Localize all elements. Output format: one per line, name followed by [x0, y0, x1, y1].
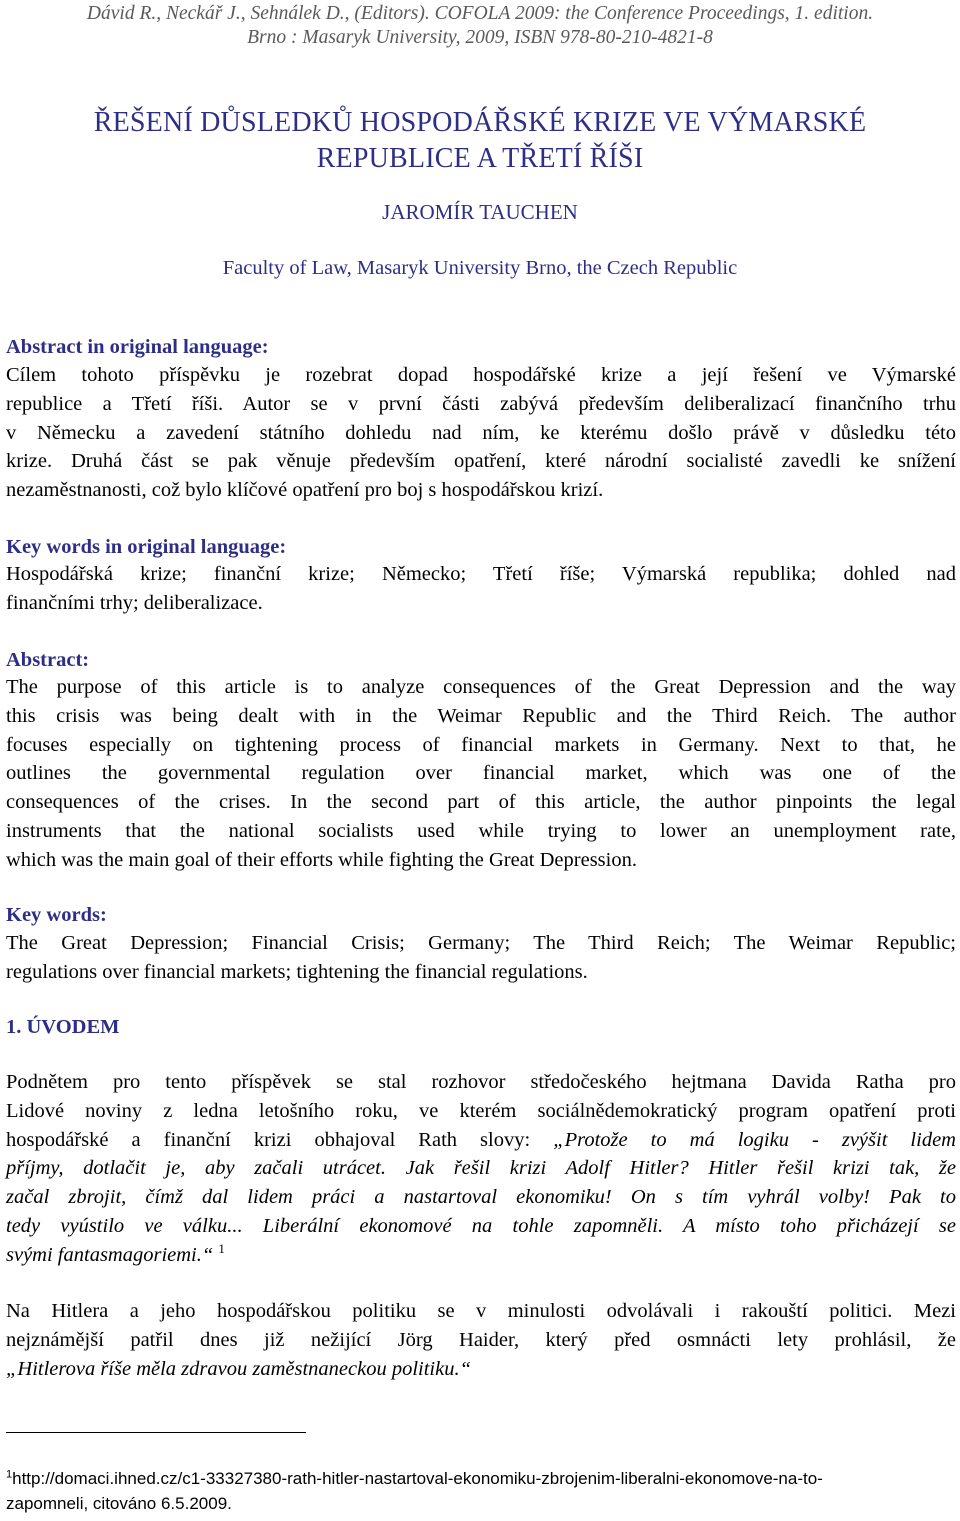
intro-paragraph-2 [6, 1297, 956, 1383]
keywords-original-label: Key words in original language: [6, 536, 287, 558]
text-line: consequences of the crises. In the second part of this article, the author pinpoints the legal [6, 791, 956, 814]
text-line [6, 1241, 956, 1270]
text-run: hospodářské a finanční krizi obhajoval Rath slovy: [6, 1128, 554, 1151]
quote-run: svými fantasmagoriemi.“ [6, 1243, 214, 1266]
quote-line: příjmy, dotlačit je, aby začali utrácet. Jak řešil krizi Adolf Hitler? Hitler řešil krizi tak, že [6, 1157, 956, 1180]
abstract-text [6, 673, 956, 875]
proceedings-citation-line2: Brno : Masaryk University, 2009, ISBN 978-80-210-4821-8 [247, 27, 713, 48]
abstract-original-text [6, 361, 956, 505]
quote-line: tedy vyústilo ve válku... Liberální ekonomové na tohle zapomněli. A místo toho přicházejí se [6, 1214, 956, 1237]
quote-line: „Hitlerova říše měla zdravou zaměstnaneckou politiku.“ [6, 1357, 471, 1380]
text-line: v Německu a zavedení státního dohledu nad ním, ke kterému došlo právě v důsledku této [6, 421, 956, 444]
text-line: finančními trhy; deliberalizace. [6, 591, 263, 614]
text-line: republice a Třetí říši. Autor se v první části zabývá především deliberalizací finančního trhu [6, 392, 956, 415]
author-name: JAROMÍR TAUCHEN [382, 200, 578, 224]
text-line: krize. Druhá část se pak věnuje především opatření, které národní socialisté zavedli ke snížení [6, 450, 956, 473]
text-line: nezaměstnanosti, což bylo klíčové opatření pro boj s hospodářskou krizí. [6, 479, 604, 502]
text-line: The purpose of this article is to analyze consequences of the Great Depression and the way [6, 676, 956, 698]
text-line: Hospodářská krize; finanční krize; Německo; Třetí říše; Výmarská republika; dohled nad [6, 563, 956, 585]
footnote-number: 1 [6, 1468, 13, 1481]
text-line: outlines the governmental regulation over financial market, which was one of the [6, 762, 956, 785]
keywords-label: Key words: [6, 904, 107, 926]
footnote-ref[interactable]: 1 [218, 1240, 225, 1256]
keywords-original-text [6, 560, 956, 618]
text-line [6, 1126, 956, 1155]
proceedings-citation-line1: Dávid R., Neckář J., Sehnálek D., (Editors). COFOLA 2009: the Conference Proceedings, 1. edition. [86, 3, 874, 24]
text-line: The Great Depression; Financial Crisis; Germany; The Third Reich; The Weimar Republic; [6, 932, 956, 954]
text-line: Cílem tohoto příspěvku je rozebrat dopad hospodářské krize a její řešení ve Výmarské [6, 364, 956, 386]
text-line: instruments that the national socialists used while trying to lower an unemployment rate, [6, 819, 956, 842]
abstract-original-label: Abstract in original language: [6, 336, 269, 358]
footnote-separator [6, 1432, 306, 1433]
section-heading: 1. ÚVODEM [6, 1016, 120, 1038]
keywords-text [6, 929, 956, 987]
footnote-line2: zapomneli, citováno 6.5.2009. [6, 1494, 232, 1513]
text-line: Podnětem pro tento příspěvek se stal rozhovor středočeského hejtmana Davida Ratha pro [6, 1071, 956, 1093]
footnote-line1 [6, 1467, 823, 1491]
text-line: focuses especially on tightening process of financial markets in Germany. Next to that, he [6, 733, 956, 756]
text-line: Na Hitlera a jeho hospodářskou politiku se v minulosti odvolávali i rakouští politici. Mezi [6, 1300, 956, 1322]
affiliation: Faculty of Law, Masaryk University Brno, the Czech Republic [222, 257, 738, 279]
text-line: Lidové noviny z ledna letošního roku, ve kterém sociálnědemokratický program opatření proti [6, 1099, 956, 1122]
abstract-label: Abstract: [6, 649, 90, 671]
text-line: regulations over financial markets; tightening the financial regulations. [6, 960, 588, 983]
text-line: which was the main goal of their efforts while fighting the Great Depression. [6, 848, 637, 871]
quote-line: začal zbrojit, čímž dal lidem práci a nastartoval ekonomiku! On s tím vyhrál volby! Pak to [6, 1186, 956, 1209]
paper-title-line1: ŘEŠENÍ DŮSLEDKŮ HOSPODÁŘSKÉ KRIZE VE VÝMARSKÉ [93, 107, 867, 138]
text-line: this crisis was being dealt with in the Weimar Republic and the Third Reich. The author [6, 704, 956, 727]
intro-paragraph-1 [6, 1068, 956, 1270]
text-line: nejznámější patřil dnes již nežijící Jörg Haider, který před osmnácti lety prohlásil, že [6, 1328, 956, 1351]
paper-title-line2: REPUBLICE A TŘETÍ ŘÍŠI [316, 143, 644, 174]
quote-run: „Protože to má logiku - zvýšit lidem [553, 1128, 956, 1151]
footnote-url[interactable]: http://domaci.ihned.cz/c1-33327380-rath-hitler-nastartoval-ekonomiku-zbrojenim-liberalni-ekonomove-na-to- [12, 1469, 823, 1488]
